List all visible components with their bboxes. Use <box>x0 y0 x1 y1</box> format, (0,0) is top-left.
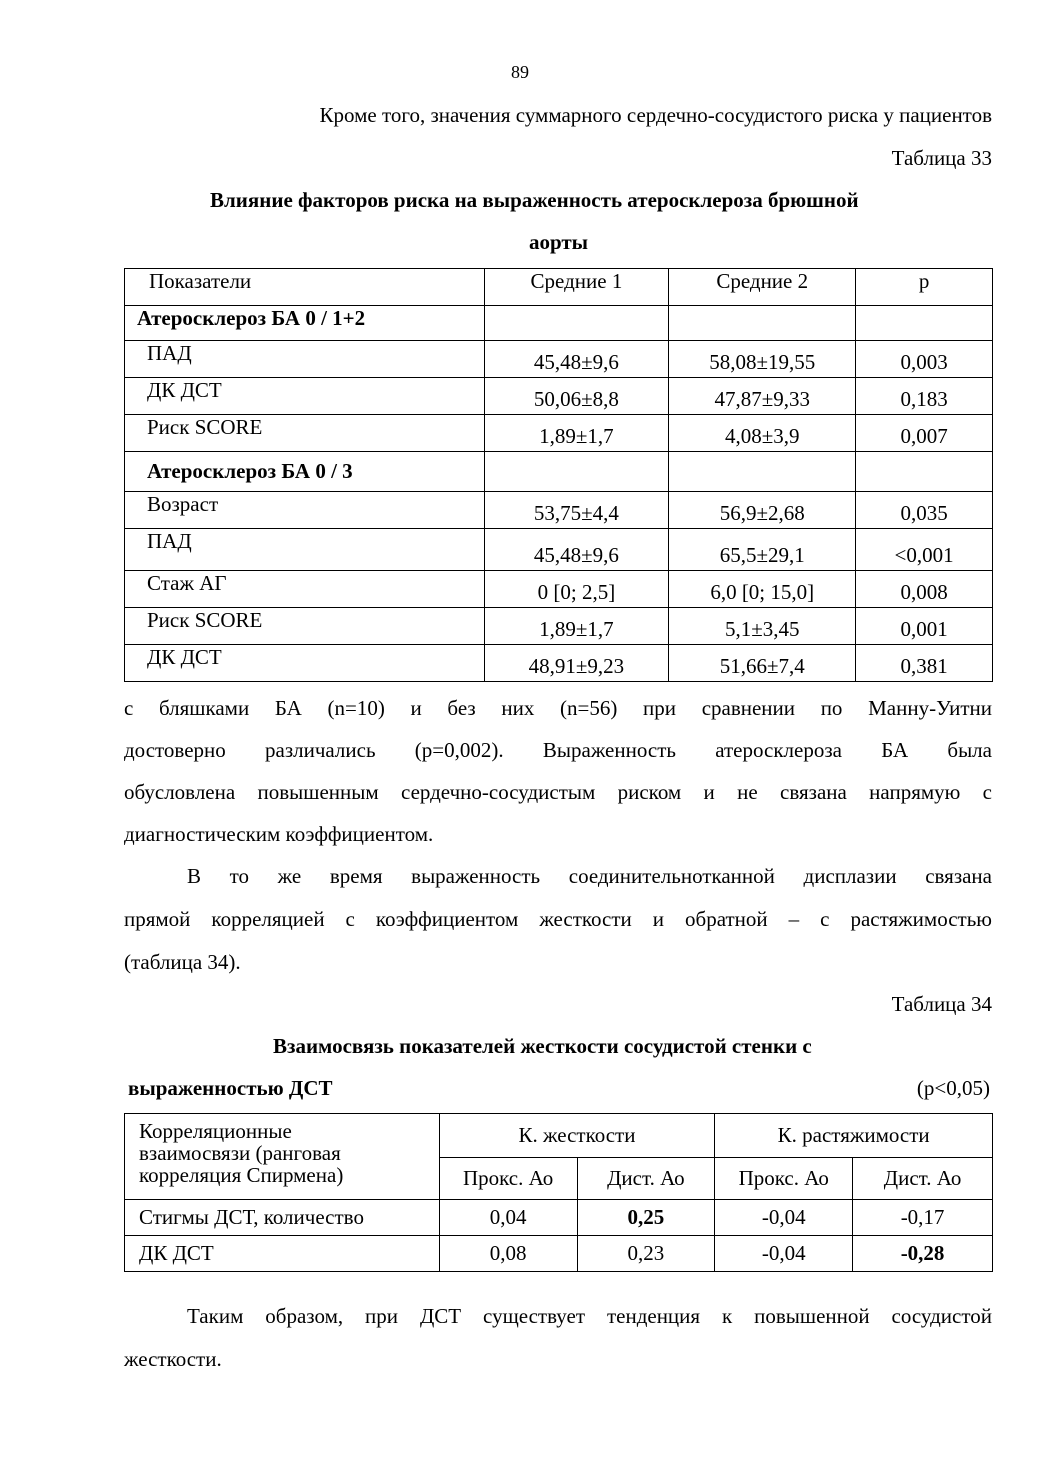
sub-header: Дист. Ао <box>577 1158 715 1200</box>
text-line: прямой корреляцией с коэффициентом жесткости и обратной – с растяжимостью <box>124 907 992 931</box>
table-cell: 0,008 <box>856 571 993 608</box>
table-row <box>125 529 993 571</box>
significance-note: (p<0,05) <box>916 1076 990 1100</box>
table-cell: 6,0 [0; 15,0] <box>669 571 856 608</box>
group-row <box>125 452 993 492</box>
row-label: Стигмы ДСТ, количество <box>125 1200 440 1236</box>
row-label: Риск SCORE <box>125 415 485 452</box>
table-row <box>125 645 993 682</box>
text-line: обусловлена повышенным сердечно-сосудистым риском и не связана напрямую с <box>124 780 992 804</box>
row-label: Стаж АГ <box>125 571 485 608</box>
text-line: с бляшками БА (n=10) и без них (n=56) при сравнении по Манну-Уитни <box>124 696 992 720</box>
row-label: ДК ДСТ <box>125 378 485 415</box>
table-cell: 0,183 <box>856 378 993 415</box>
table-cell: 47,87±9,33 <box>669 378 856 415</box>
corner-header <box>125 1114 440 1200</box>
table-cell: 0,25 <box>577 1200 715 1236</box>
table-cell: 0,035 <box>856 492 993 529</box>
table-cell: 1,89±1,7 <box>484 608 669 645</box>
table34-label: Таблица 34 <box>891 992 992 1016</box>
table-cell: 53,75±4,4 <box>484 492 669 529</box>
table-cell: 0,23 <box>577 1236 715 1272</box>
sub-header: Прокс. Ао <box>715 1158 853 1200</box>
table-cell: 5,1±3,45 <box>669 608 856 645</box>
table-cell: 0 [0; 2,5] <box>484 571 669 608</box>
table-row <box>125 492 993 529</box>
header-cell: Показатели <box>125 269 485 306</box>
table-cell: 51,66±7,4 <box>669 645 856 682</box>
table-cell: 0,04 <box>439 1200 577 1236</box>
table-header-row <box>125 269 993 306</box>
text-line: диагностическим коэффициентом. <box>124 822 434 846</box>
table-cell: -0,17 <box>853 1200 993 1236</box>
header-cell: Средние 1 <box>484 269 669 306</box>
corner-header-line: взаимосвязи (ранговая <box>139 1141 341 1165</box>
table-row <box>125 608 993 645</box>
row-label: Возраст <box>125 492 485 529</box>
row-label: ДК ДСТ <box>125 645 485 682</box>
row-label: ДК ДСТ <box>125 1236 440 1272</box>
row-label: ПАД <box>125 341 485 378</box>
table-header-row <box>125 1114 993 1158</box>
table-cell: 0,381 <box>856 645 993 682</box>
table-cell: 1,89±1,7 <box>484 415 669 452</box>
group-label: Атеросклероз БА 0 / 3 <box>125 452 485 492</box>
table-cell: 4,08±3,9 <box>669 415 856 452</box>
table-row <box>125 1236 993 1272</box>
text-line: достоверно различались (р=0,002). Выраженность атеросклероза БА была <box>124 738 992 762</box>
table-cell: 65,5±29,1 <box>669 529 856 571</box>
header-cell: Средние 2 <box>669 269 856 306</box>
table34-title: Взаимосвязь показателей жесткости сосудистой стенки с <box>273 1034 812 1058</box>
row-label: Риск SCORE <box>125 608 485 645</box>
table-cell: 58,08±19,55 <box>669 341 856 378</box>
table-cell: <0,001 <box>856 529 993 571</box>
table-row <box>125 571 993 608</box>
table-33 <box>124 268 993 682</box>
corner-header-line: Корреляционные <box>139 1119 292 1143</box>
table-cell: -0,04 <box>715 1200 853 1236</box>
text-line: (таблица 34). <box>124 950 241 974</box>
group-header: К. жесткости <box>439 1114 715 1158</box>
table33-title: Влияние факторов риска на выраженность атеросклероза брюшной <box>210 188 859 212</box>
table33-label: Таблица 33 <box>891 146 992 170</box>
table-cell: 0,003 <box>856 341 993 378</box>
table34-title-cont: выраженностью ДСТ <box>128 1076 333 1100</box>
table-row <box>125 378 993 415</box>
table-cell: -0,28 <box>853 1236 993 1272</box>
page-number: 89 <box>511 62 529 82</box>
table-cell: 56,9±2,68 <box>669 492 856 529</box>
row-label: ПАД <box>125 529 485 571</box>
table-cell: 0,001 <box>856 608 993 645</box>
table-cell: 45,48±9,6 <box>484 341 669 378</box>
group-label: Атеросклероз БА 0 / 1+2 <box>125 306 485 341</box>
table33-title-cont: аорты <box>528 230 589 254</box>
table-cell: 48,91±9,23 <box>484 645 669 682</box>
table-row <box>125 415 993 452</box>
table-row <box>125 1200 993 1236</box>
text-line: Таким образом, при ДСТ существует тенденция к повышенной сосудистой <box>187 1304 992 1328</box>
table-cell: 0,007 <box>856 415 993 452</box>
group-row <box>125 306 993 341</box>
text-line: В то же время выраженность соединительнотканной дисплазии связана <box>187 864 992 888</box>
header-cell: p <box>856 269 993 306</box>
corner-header-line: корреляция Спирмена) <box>139 1163 344 1187</box>
sub-header: Дист. Ао <box>853 1158 993 1200</box>
table-cell: 50,06±8,8 <box>484 378 669 415</box>
table-cell: -0,04 <box>715 1236 853 1272</box>
sub-header: Прокс. Ао <box>439 1158 577 1200</box>
intro-paragraph: Кроме того, значения суммарного сердечно-сосудистого риска у пациентов <box>319 103 992 127</box>
group-header: К. растяжимости <box>715 1114 993 1158</box>
table-34 <box>124 1113 993 1272</box>
table-cell: 45,48±9,6 <box>484 529 669 571</box>
text-line: жесткости. <box>124 1347 222 1371</box>
table-row <box>125 341 993 378</box>
table-cell: 0,08 <box>439 1236 577 1272</box>
